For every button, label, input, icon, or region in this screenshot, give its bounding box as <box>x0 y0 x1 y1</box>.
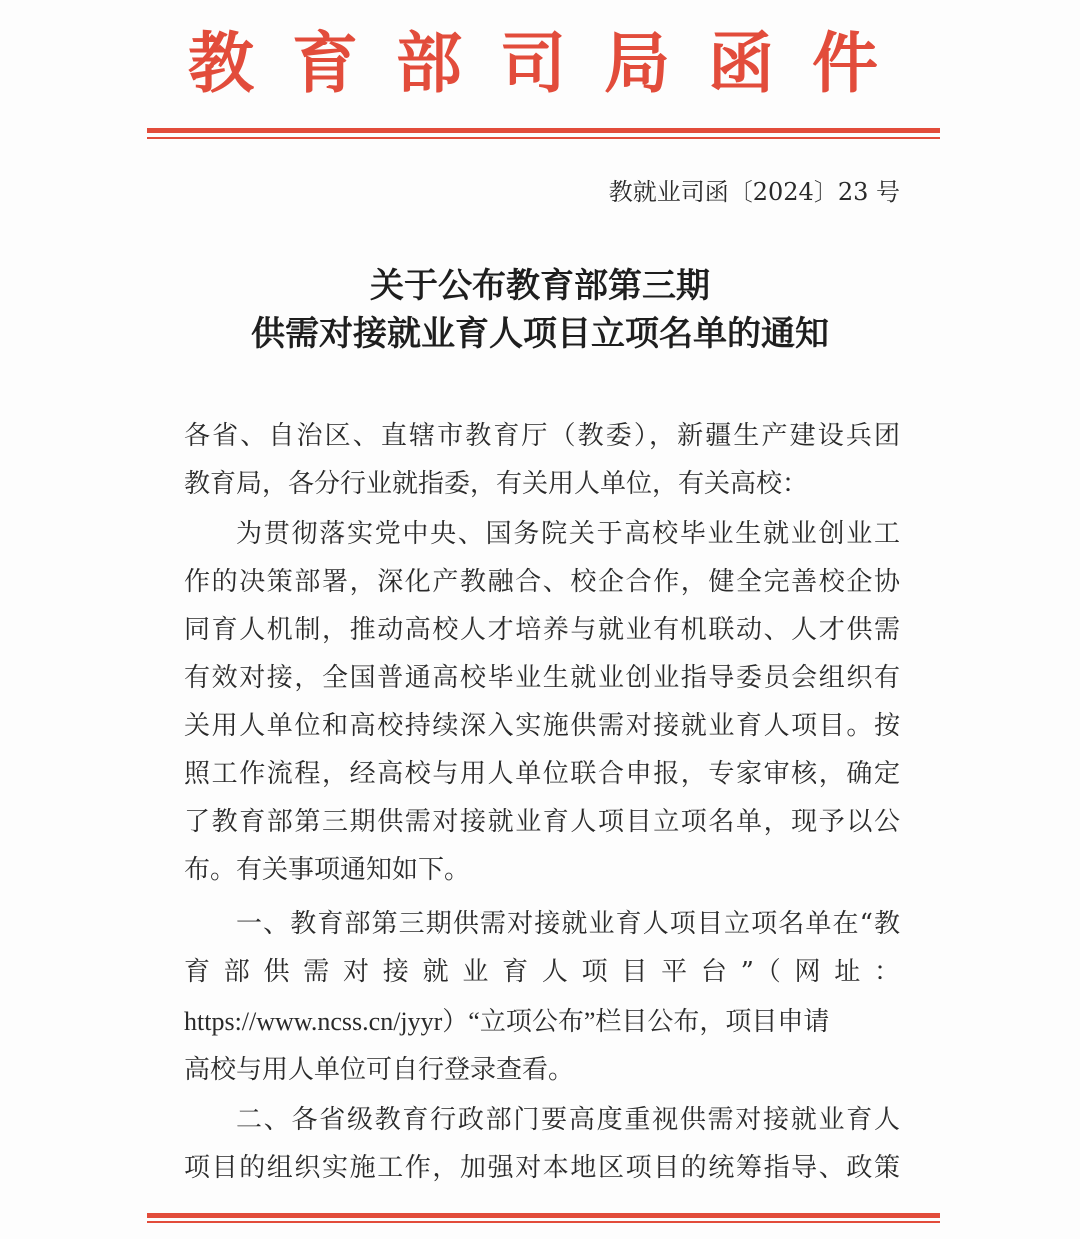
paragraph-line: 为贯彻落实党中央、国务院关于高校毕业生就业创业工 <box>236 519 900 549</box>
document-title-line-1: 关于公布教育部第三期 <box>370 266 710 306</box>
paragraph-line: 高校与用人单位可自行登录查看。 <box>184 1055 575 1085</box>
document-title-line-2: 供需对接就业育人项目立项名单的通知 <box>251 314 829 354</box>
masthead-title: 教育部司局函件 <box>188 25 916 102</box>
paragraph-line: 同育人机制，推动高校人才培养与就业有机联动、人才供需 <box>184 615 900 645</box>
paragraph-line: 关用人单位和高校持续深入实施供需对接就业育人项目。按 <box>184 711 900 741</box>
paragraph-line-url: https://www.ncss.cn/jyyr）“立项公布”栏目公布，项目申请 <box>184 1007 830 1036</box>
addressee-line: 各省、自治区、直辖市教育厅（教委），新疆生产建设兵团 <box>184 421 900 451</box>
paragraph-line: 项目的组织实施工作，加强对本地区项目的统筹指导、政策 <box>184 1153 900 1183</box>
masthead-rule-thick <box>147 128 940 133</box>
addressee-line: 教育局，各分行业就指委，有关用人单位，有关高校： <box>184 469 809 499</box>
paragraph-line: 一、教育部第三期供需对接就业育人项目立项名单在“教 <box>236 909 900 939</box>
footer-rule-thick <box>147 1213 940 1218</box>
paragraph-line: 育部供需对接就业育人项目平台”（网址： <box>184 957 900 987</box>
paragraph-line: 作的决策部署，深化产教融合、校企合作，健全完善校企协 <box>184 567 900 597</box>
footer-rule-thin <box>147 1221 940 1223</box>
paragraph-line: 布。有关事项通知如下。 <box>184 855 471 885</box>
document-number: 教就业司函〔2024〕23 号 <box>608 178 900 206</box>
masthead-rule-thin <box>147 137 940 139</box>
paragraph-line: 照工作流程，经高校与用人单位联合申报，专家审核，确定 <box>184 759 900 789</box>
paragraph-line: 二、各省级教育行政部门要高度重视供需对接就业育人 <box>236 1105 900 1135</box>
paragraph-line: 了教育部第三期供需对接就业育人项目立项名单，现予以公 <box>184 807 900 837</box>
paragraph-line: 有效对接，全国普通高校毕业生就业创业指导委员会组织有 <box>184 663 900 693</box>
